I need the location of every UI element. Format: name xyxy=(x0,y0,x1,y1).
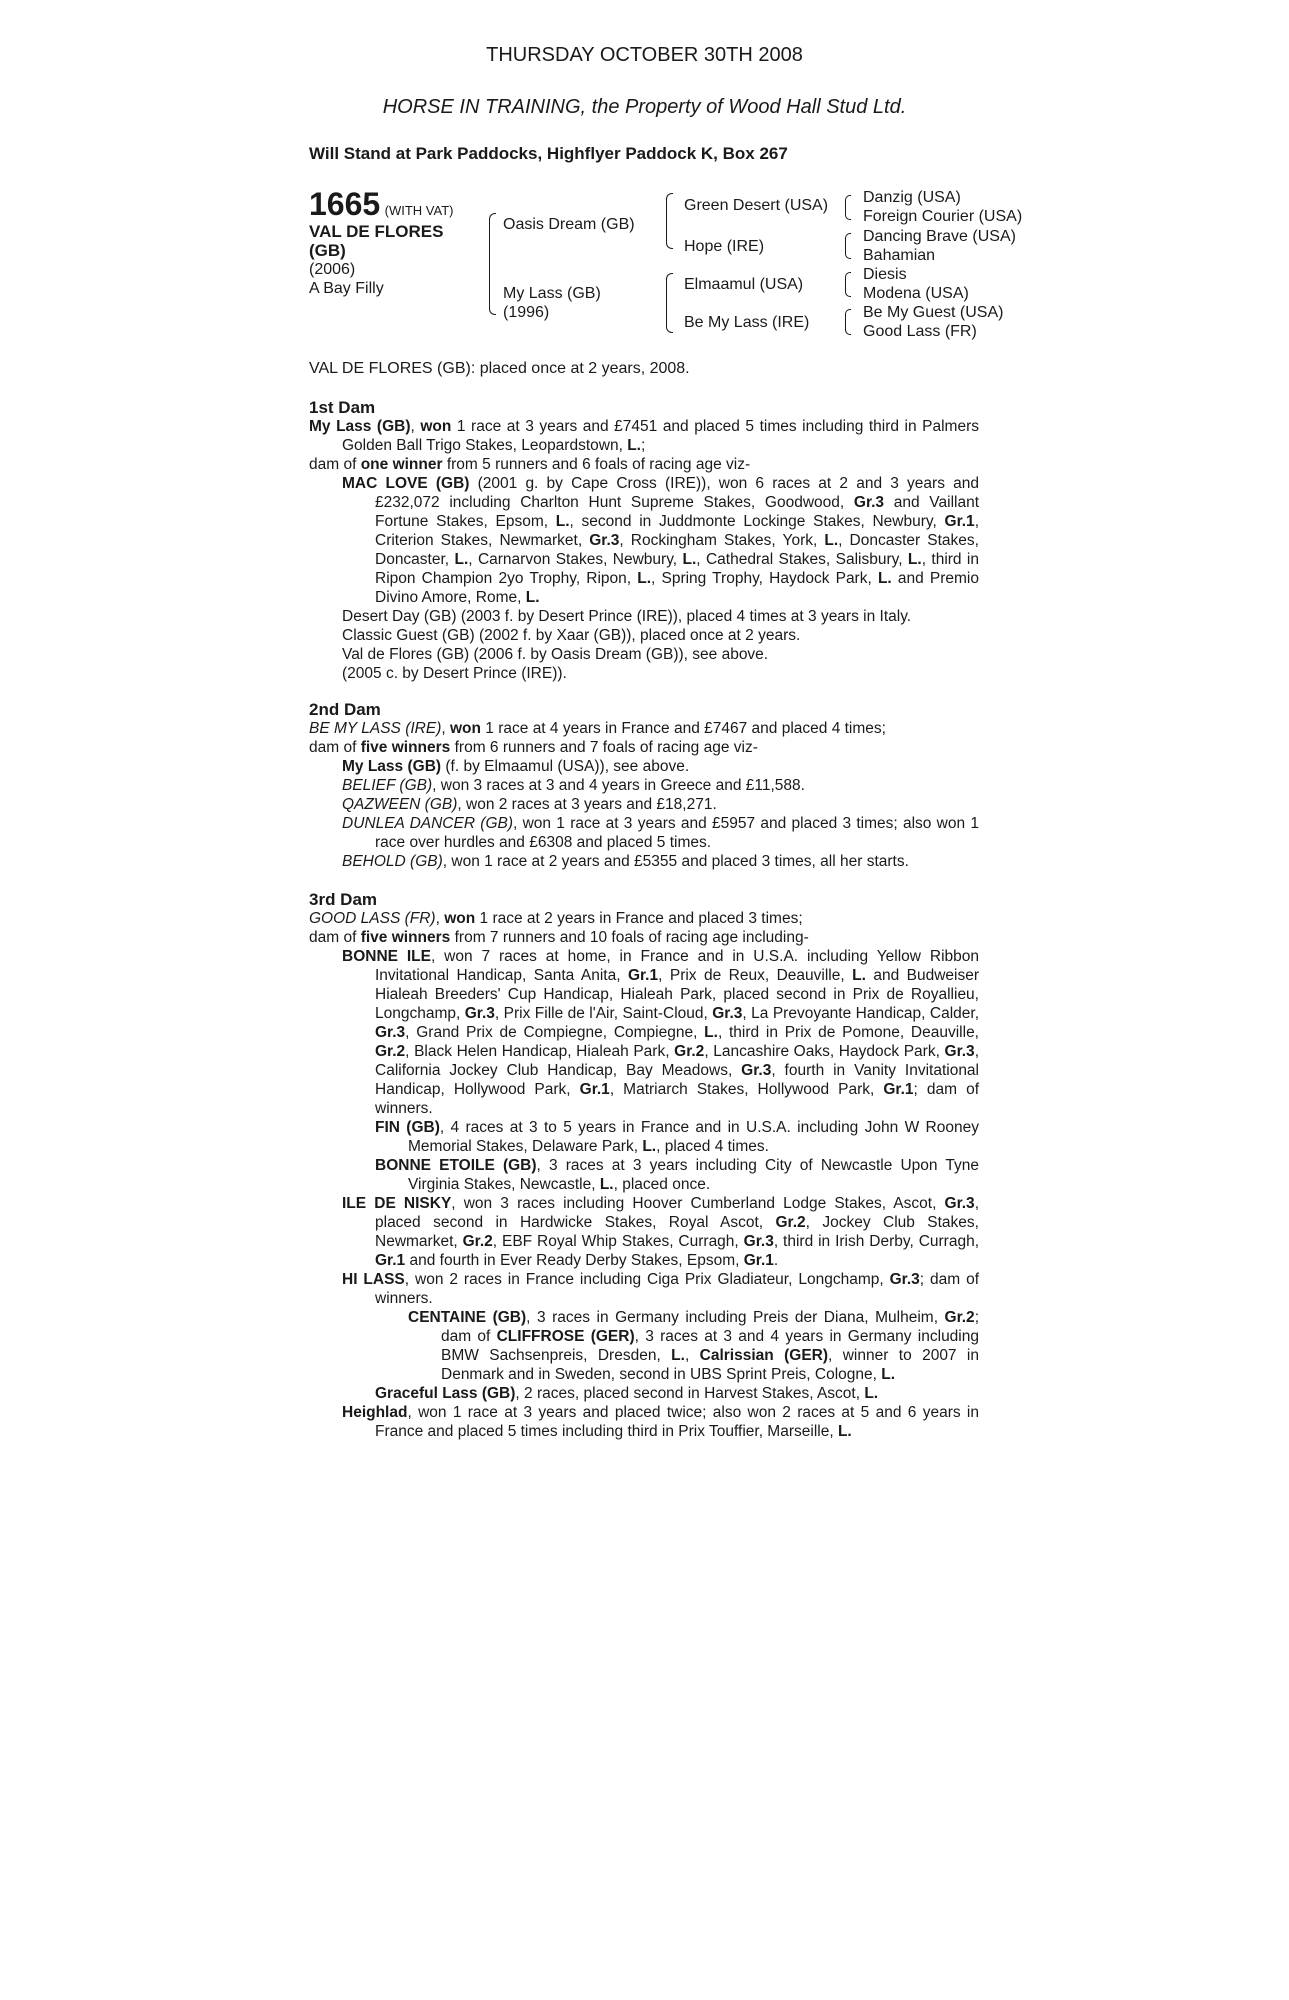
pedigree-sds: Dancing Brave (USA) xyxy=(863,228,1016,245)
pedigree-sire: Oasis Dream (GB) xyxy=(503,216,635,233)
second-dam-offspring-my-lass: My Lass (GB) (f. by Elmaamul (USA)), see above. xyxy=(342,758,690,775)
lot-block xyxy=(309,186,484,298)
brace-ds xyxy=(845,272,851,297)
third-dam-offspring-ile-de-nisky: ILE DE NISKY, won 3 races including Hoover Cumberland Lodge Stakes, Ascot, Gr.3, placed second in Hardwicke Stakes, Royal Ascot, Gr.2, Jockey Club Stakes, Newmarket, Gr.2, EBF Royal Whip Stakes, Curragh, Gr.3, third in Irish Derby, Curragh, Gr.1 and fourth in Ever Ready Derby Stakes, Epsom, Gr.1. xyxy=(342,1195,979,1269)
pedigree-ssd: Foreign Courier (USA) xyxy=(863,208,1023,225)
second-dam-offspring-belief: BELIEF (GB), won 3 races at 3 and 4 years in Greece and £11,588. xyxy=(342,777,805,794)
pedigree-dsd: Modena (USA) xyxy=(863,285,969,302)
pedigree-sire-sire: Green Desert (USA) xyxy=(684,197,829,214)
pedigree-sire-dam: Hope (IRE) xyxy=(684,238,765,255)
third-dam-section xyxy=(309,890,979,1441)
horse-origin: (GB) xyxy=(309,241,346,260)
third-dam-grand-offspring-centaine: CENTAINE (GB), 3 races in Germany including Preis der Diana, Mulheim, Gr.2; dam of CLIFFROSE (GER), 3 races at 3 and 4 years in Germany including BMW Sachsenpreis, Dresden, L., Calrissian (GER), winner to 2007 in Denmark and in Sweden, second in UBS Sprint Preis, Cologne, L. xyxy=(408,1309,980,1383)
brace-sire xyxy=(666,193,673,249)
third-dam-grand-offspring-graceful-lass: Graceful Lass (GB), 2 races, placed second in Harvest Stakes, Ascot, L. xyxy=(375,1385,879,1402)
second-dam-entry: BE MY LASS (IRE), won 1 race at 4 years in France and £7467 and placed 4 times; xyxy=(309,720,886,737)
first-dam-produce-summary: dam of one winner from 5 runners and 6 foals of racing age viz- xyxy=(309,456,751,473)
vat-note: (WITH VAT) xyxy=(384,203,454,218)
third-dam-heading: 3rd Dam xyxy=(309,890,378,909)
race-record: VAL DE FLORES (GB): placed once at 2 years, 2008. xyxy=(309,360,690,377)
brace-dam xyxy=(666,273,673,333)
pedigree-dam: My Lass (GB) xyxy=(503,285,601,302)
sale-date: THURSDAY OCTOBER 30TH 2008 xyxy=(486,44,803,66)
pedigree-dss: Diesis xyxy=(863,266,907,283)
second-dam-offspring-dunlea-dancer: DUNLEA DANCER (GB), won 1 race at 3 years and £5957 and placed 3 times; also won 1 race over hurdles and £6308 and placed 5 times. xyxy=(342,815,979,851)
third-dam-grand-offspring-fin: FIN (GB), 4 races at 3 to 5 years in France and in U.S.A. including John W Rooney Memorial Stakes, Delaware Park, L., placed 4 times. xyxy=(375,1119,979,1155)
first-dam-section xyxy=(309,398,979,683)
horse-name: VAL DE FLORES xyxy=(309,222,444,241)
third-dam-offspring-hi-lass: HI LASS, won 2 races in France including Ciga Prix Gladiateur, Longchamp, Gr.3; dam of winners. xyxy=(342,1271,980,1307)
vendor-line: HORSE IN TRAINING, the Property of Wood Hall Stud Ltd. xyxy=(382,96,907,118)
stabling-line: Will Stand at Park Paddocks, Highflyer Paddock K, Box 267 xyxy=(309,144,788,163)
third-dam-offspring-bonne-ile: BONNE ILE, won 7 races at home, in France and in U.S.A. including Yellow Ribbon Invitational Handicap, Santa Anita, Gr.1, Prix de Reux, Deauville, L. and Budweiser Hialeah Breeders' Cup Handicap, Hialeah Park, placed second in Prix de Royallieu, Longchamp, Gr.3, Prix Fille de l'Air, Saint-Cloud, Gr.3, La Prevoyante Handicap, Calder, Gr.3, Grand Prix de Compiegne, Compiegne, L., third in Prix de Pomone, Deauville, Gr.2, Black Helen Handicap, Hialeah Park, Gr.2, Lancashire Oaks, Haydock Park, Gr.3, California Jockey Club Handicap, Bay Meadows, Gr.3, fourth in Vanity Invitational Handicap, Hollywood Park, Gr.1, Matriarch Stakes, Hollywood Park, Gr.1; dam of winners. xyxy=(342,948,980,1117)
horse-description: A Bay Filly xyxy=(309,280,384,297)
third-dam-offspring-heighlad: Heighlad, won 1 race at 3 years and placed twice; also won 2 races at 5 and 6 years in France and placed 5 times including third in Prix Touffier, Marseille, L. xyxy=(342,1404,979,1440)
second-dam-section xyxy=(309,700,979,871)
second-dam-produce-summary: dam of five winners from 6 runners and 7 foals of racing age viz- xyxy=(309,739,758,756)
first-dam-offspring-classic-guest: Classic Guest (GB) (2002 f. by Xaar (GB)), placed once at 2 years. xyxy=(342,627,801,644)
first-dam-entry: My Lass (GB), won 1 race at 3 years and £7451 and placed 5 times including third in Palmers Golden Ball Trigo Stakes, Leopardstown, L.; xyxy=(309,418,979,454)
brace-ss xyxy=(845,195,851,220)
second-dam-offspring-behold: BEHOLD (GB), won 1 race at 2 years and £5355 and placed 3 times, all her starts. xyxy=(342,853,909,870)
second-dam-offspring-qazween: QAZWEEN (GB), won 2 races at 3 years and £18,271. xyxy=(342,796,717,813)
pedigree-sdd: Bahamian xyxy=(863,247,936,264)
pedigree-sss: Danzig (USA) xyxy=(863,189,961,206)
pedigree-dam-year: (1996) xyxy=(503,304,550,321)
brace-sire-dam xyxy=(489,213,496,315)
lot-number: 1665 xyxy=(309,186,381,222)
foaling-year: (2006) xyxy=(309,261,356,278)
brace-sd xyxy=(845,233,851,259)
pedigree-dam-sire: Elmaamul (USA) xyxy=(684,276,804,293)
first-dam-offspring-val-de-flores: Val de Flores (GB) (2006 f. by Oasis Dream (GB)), see above. xyxy=(342,646,769,663)
first-dam-offspring-desert-day: Desert Day (GB) (2003 f. by Desert Prince (IRE)), placed 4 times at 3 years in Italy. xyxy=(342,608,912,625)
second-dam-heading: 2nd Dam xyxy=(309,700,381,719)
third-dam-produce-summary: dam of five winners from 7 runners and 10 foals of racing age including- xyxy=(309,929,809,946)
first-dam-heading: 1st Dam xyxy=(309,398,376,417)
pedigree-ddd: Good Lass (FR) xyxy=(863,323,977,340)
third-dam-grand-offspring-bonne-etoile: BONNE ETOILE (GB), 3 races at 3 years including City of Newcastle Upon Tyne Virginia Stakes, Newcastle, L., placed once. xyxy=(375,1157,979,1193)
first-dam-offspring-mac-love: MAC LOVE (GB) (2001 g. by Cape Cross (IRE)), won 6 races at 2 and 3 years and £232,072 including Charlton Hunt Supreme Stakes, Goodwood, Gr.3 and Vaillant Fortune Stakes, Epsom, L., second in Juddmonte Lockinge Stakes, Newbury, Gr.1, Criterion Stakes, Newmarket, Gr.3, Rockingham Stakes, York, L., Doncaster Stakes, Doncaster, L., Carnarvon Stakes, Newbury, L., Cathedral Stakes, Salisbury, L., third in Ripon Champion 2yo Trophy, Ripon, L., Spring Trophy, Haydock Park, L. and Premio Divino Amore, Rome, L. xyxy=(342,475,979,606)
first-dam-offspring-2005-colt: (2005 c. by Desert Prince (IRE)). xyxy=(342,665,567,682)
brace-dd xyxy=(845,309,851,335)
third-dam-entry: GOOD LASS (FR), won 1 race at 2 years in France and placed 3 times; xyxy=(309,910,803,927)
pedigree-dam-dam: Be My Lass (IRE) xyxy=(684,314,810,331)
pedigree-dds: Be My Guest (USA) xyxy=(863,304,1004,321)
